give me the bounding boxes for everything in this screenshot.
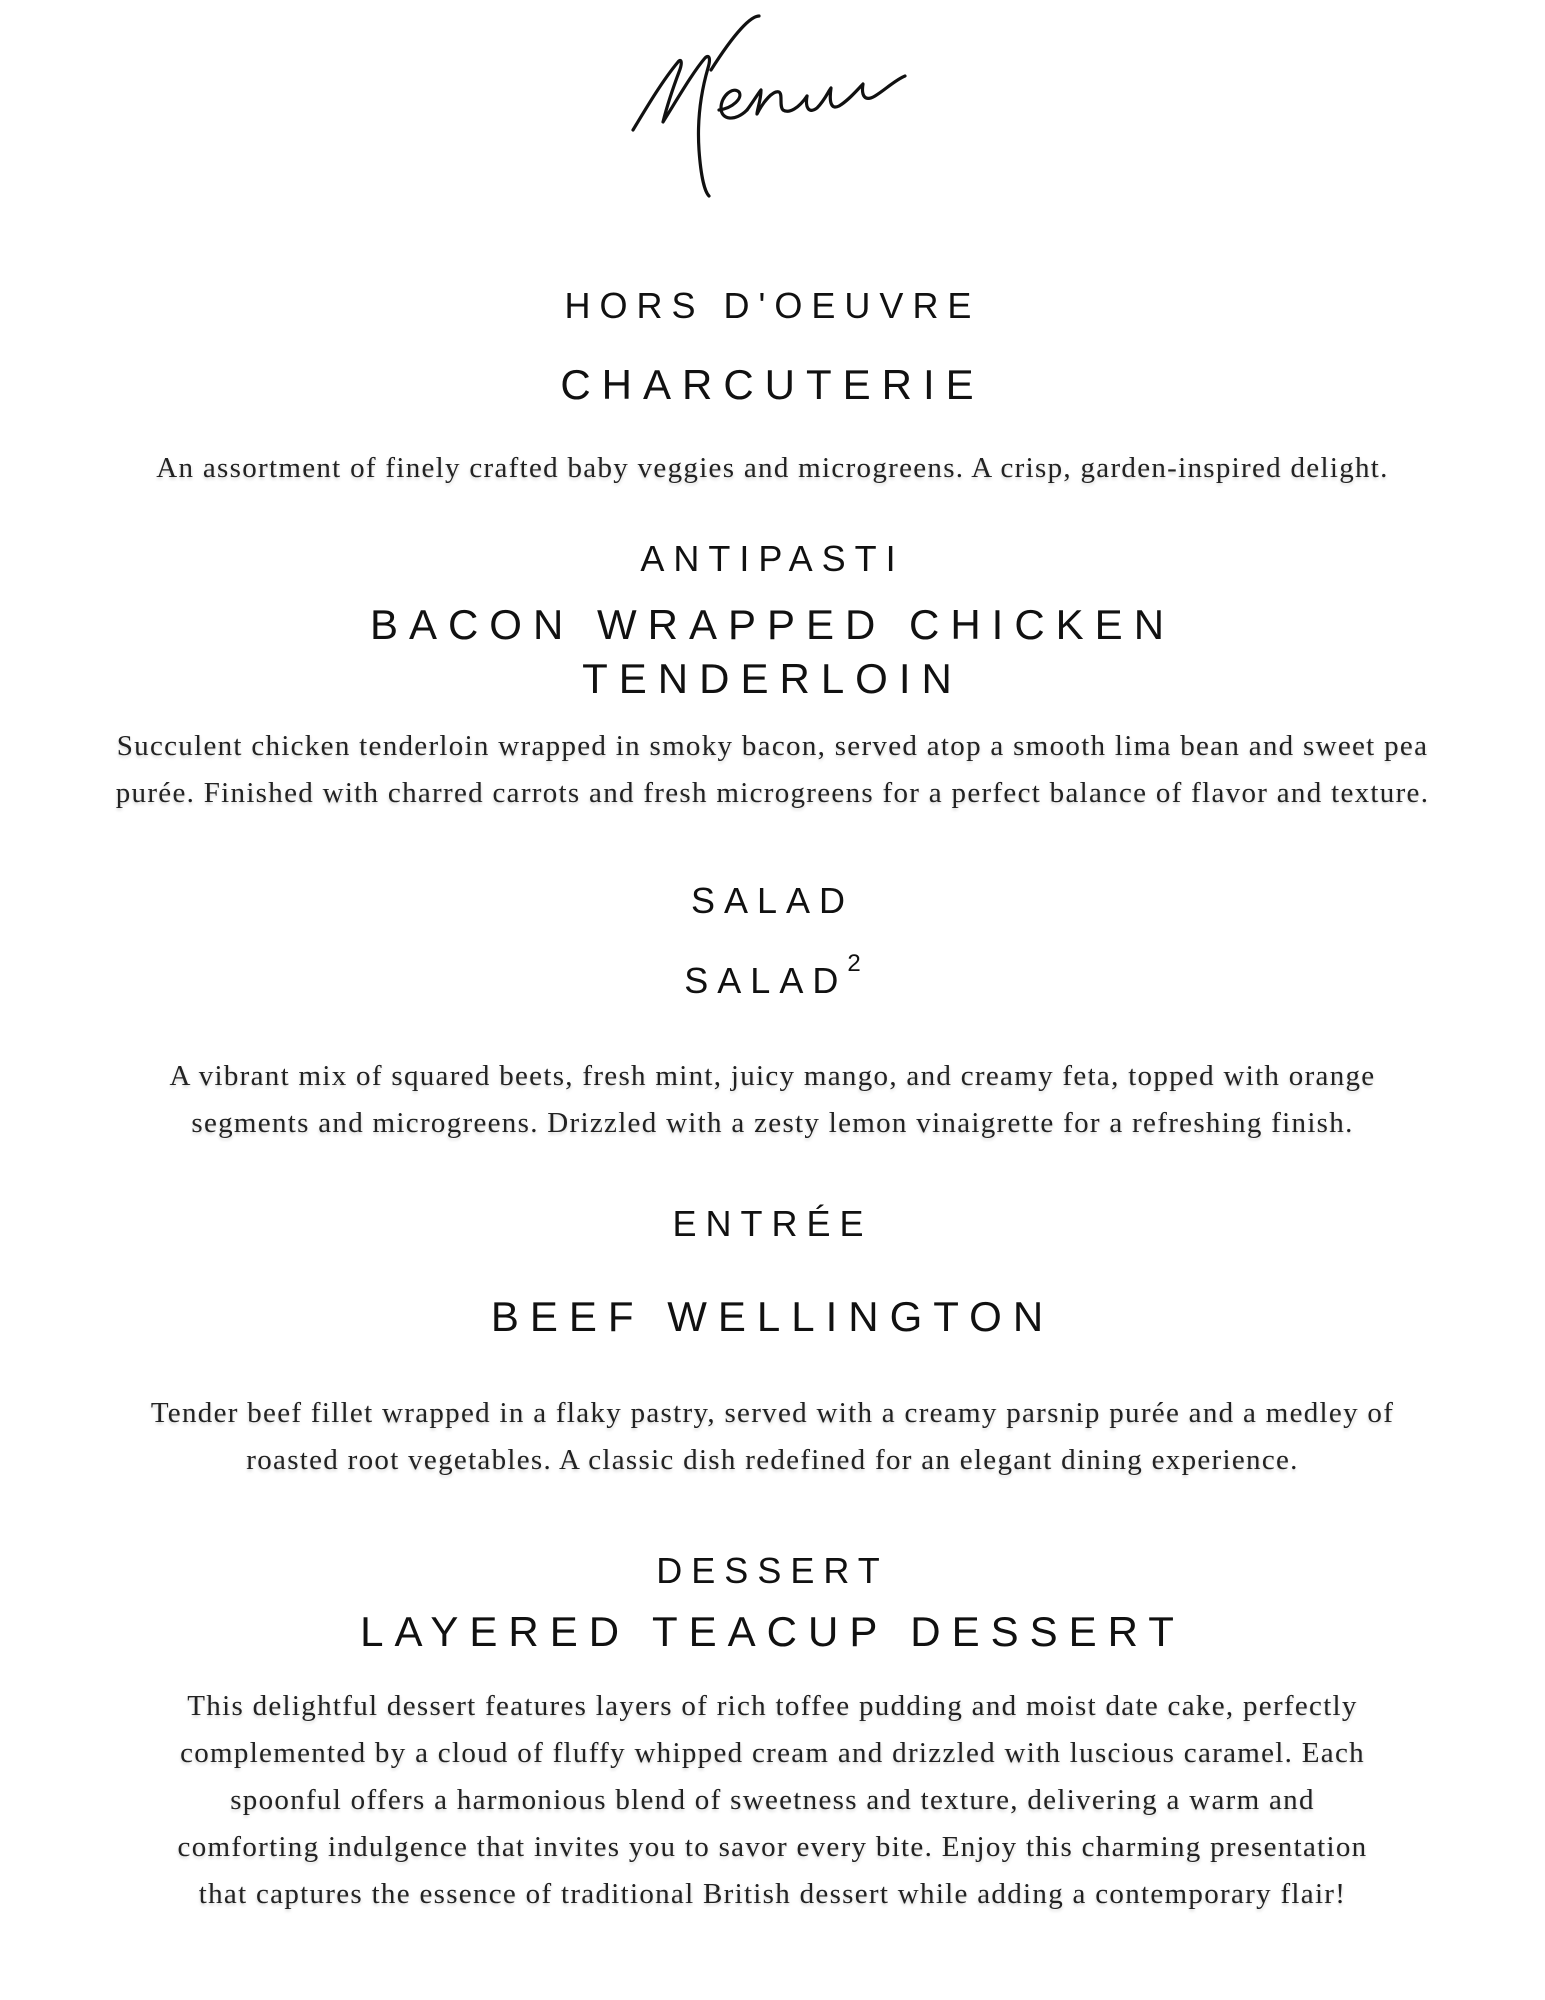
course-heading-hors-doeuvre: HORS D'OEUVRE [564, 285, 981, 326]
dish-description-dessert [40, 1683, 1505, 1918]
dish-name-tenderloin: TENDERLOIN [582, 655, 963, 702]
dish-name-beef-wellington: BEEF WELLINGTON [490, 1293, 1055, 1340]
description-line: segments and microgreens. Drizzled with a zesty lemon vinaigrette for a refreshing finish. [191, 1107, 1354, 1139]
dish-description-beef-wellington [40, 1390, 1505, 1484]
dish-name-bacon-wrapped-chicken: BACON WRAPPED CHICKEN [369, 601, 1176, 648]
course-heading-dessert: DESSERT [656, 1550, 889, 1591]
menu-title [0, 10, 1545, 220]
description-line: Succulent chicken tenderloin wrapped in smoky bacon, served atop a smooth lima bean and sweet pea [116, 730, 1429, 762]
dish-name-salad-squared [0, 950, 1545, 1002]
description-line: This delightful dessert features layers of rich toffee pudding and moist date cake, perfectly [187, 1690, 1358, 1722]
dish-description-chicken [40, 723, 1505, 817]
course-heading-salad: SALAD [690, 880, 855, 921]
dish-name-salad: SALAD [684, 960, 848, 1001]
course-heading-entree: ENTRÉE [672, 1203, 873, 1244]
dish-name-charcuterie: CHARCUTERIE [560, 361, 985, 408]
description-line: Tender beef fillet wrapped in a flaky pastry, served with a creamy parsnip purée and a medley of [150, 1397, 1395, 1429]
menu-script-lettering [623, 10, 923, 210]
course-heading-antipasti: ANTIPASTI [640, 538, 905, 579]
description-line: A vibrant mix of squared beets, fresh mint, juicy mango, and creamy feta, topped with orange [169, 1060, 1376, 1092]
description-line: spoonful offers a harmonious blend of sweetness and texture, delivering a warm and [230, 1784, 1315, 1816]
description-line: roasted root vegetables. A classic dish redefined for an elegant dining experience. [246, 1444, 1299, 1476]
dish-name-layered-teacup-dessert: LAYERED TEACUP DESSERT [360, 1608, 1185, 1655]
description-line: that captures the essence of traditional British dessert while adding a contemporary flair! [198, 1878, 1347, 1910]
superscript-two: 2 [847, 950, 861, 977]
dish-description-charcuterie [40, 445, 1505, 492]
description-line: complemented by a cloud of fluffy whipped cream and drizzled with luscious caramel. Each [180, 1737, 1365, 1769]
description-line: An assortment of finely crafted baby veggies and microgreens. A crisp, garden-inspired delight. [156, 452, 1389, 484]
description-line: comforting indulgence that invites you to savor every bite. Enjoy this charming presentation [177, 1831, 1368, 1863]
dish-description-salad [40, 1053, 1505, 1147]
description-line: purée. Finished with charred carrots and fresh microgreens for a perfect balance of flavor and texture. [115, 777, 1430, 809]
